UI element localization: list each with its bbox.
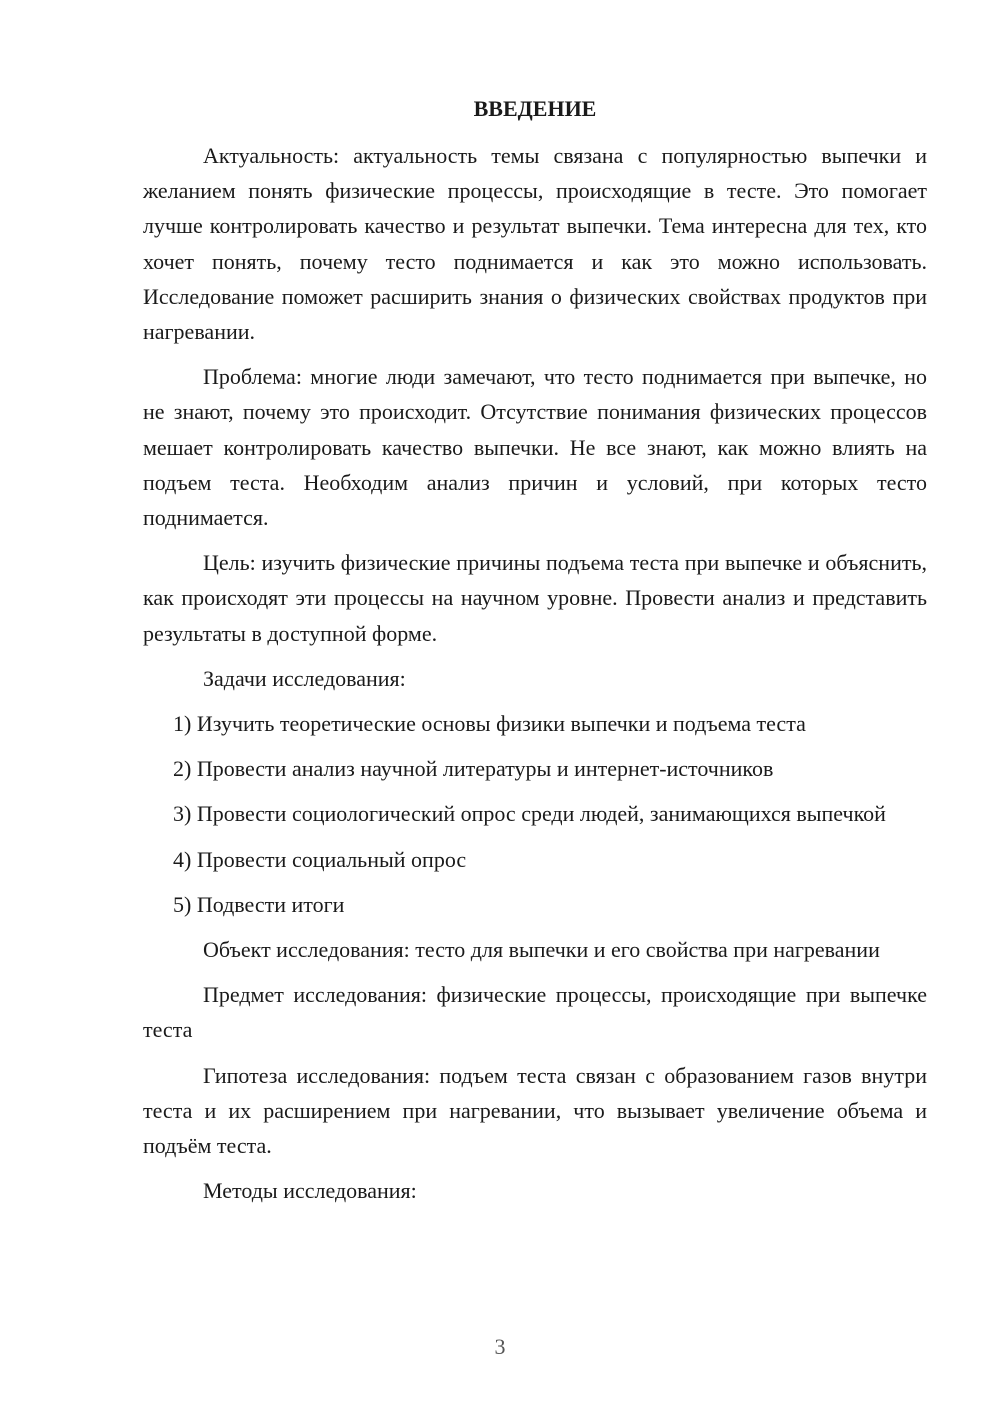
task-item-5: 5) Подвести итоги xyxy=(173,891,345,917)
task-item-1: 1) Изучить теоретические основы физики выпечки и подъема теста xyxy=(173,711,806,737)
paragraph-object: Объект исследования: тесто для выпечки и его свойства при нагревании xyxy=(203,937,880,963)
paragraph-subject: Предмет исследования: физические процессы, происходящие при выпечке теста xyxy=(143,982,927,1043)
task-item-3: 3) Провести социологический опрос среди людей, занимающихся выпечкой xyxy=(173,801,886,827)
page-title: ВВЕДЕНИЕ xyxy=(473,96,597,121)
document-page xyxy=(143,94,927,1218)
task-item-2: 2) Провести анализ научной литературы и интернет-источников xyxy=(173,756,774,782)
page-number: 3 xyxy=(494,1334,506,1359)
paragraph-problem: Проблема: многие люди замечают, что тесто поднимается при выпечке, но не знают, почему это происходит. Отсутствие понимания физических процессов мешает контролировать качество выпечки. Не все знают, как можно влиять на подъем теста. Необходим анализ причин и условий, при которых тесто поднимается. xyxy=(143,364,927,531)
tasks-heading: Задачи исследования: xyxy=(203,665,406,691)
paragraph-hypothesis: Гипотеза исследования: подъем теста связан с образованием газов внутри теста и их расширением при нагревании, что вызывает увеличение объема и подъём теста. xyxy=(143,1062,927,1159)
methods-heading: Методы исследования: xyxy=(203,1178,417,1204)
task-item-4: 4) Провести социальный опрос xyxy=(173,846,467,872)
paragraph-relevance: Актуальность: актуальность темы связана с популярностью выпечки и желанием понять физические процессы, происходящие в тесте. Это помогает лучше контролировать качество и результат выпечки. Тема интересна для тех, кто хочет понять, почему тесто поднимается и как это можно использовать. Исследование поможет расширить знания о физических свойствах продуктов при нагревании. xyxy=(143,143,927,345)
paragraph-goal: Цель: изучить физические причины подъема теста при выпечке и объяснить, как происходят эти процессы на научном уровне. Провести анализ и представить результаты в доступной форме. xyxy=(143,550,927,646)
